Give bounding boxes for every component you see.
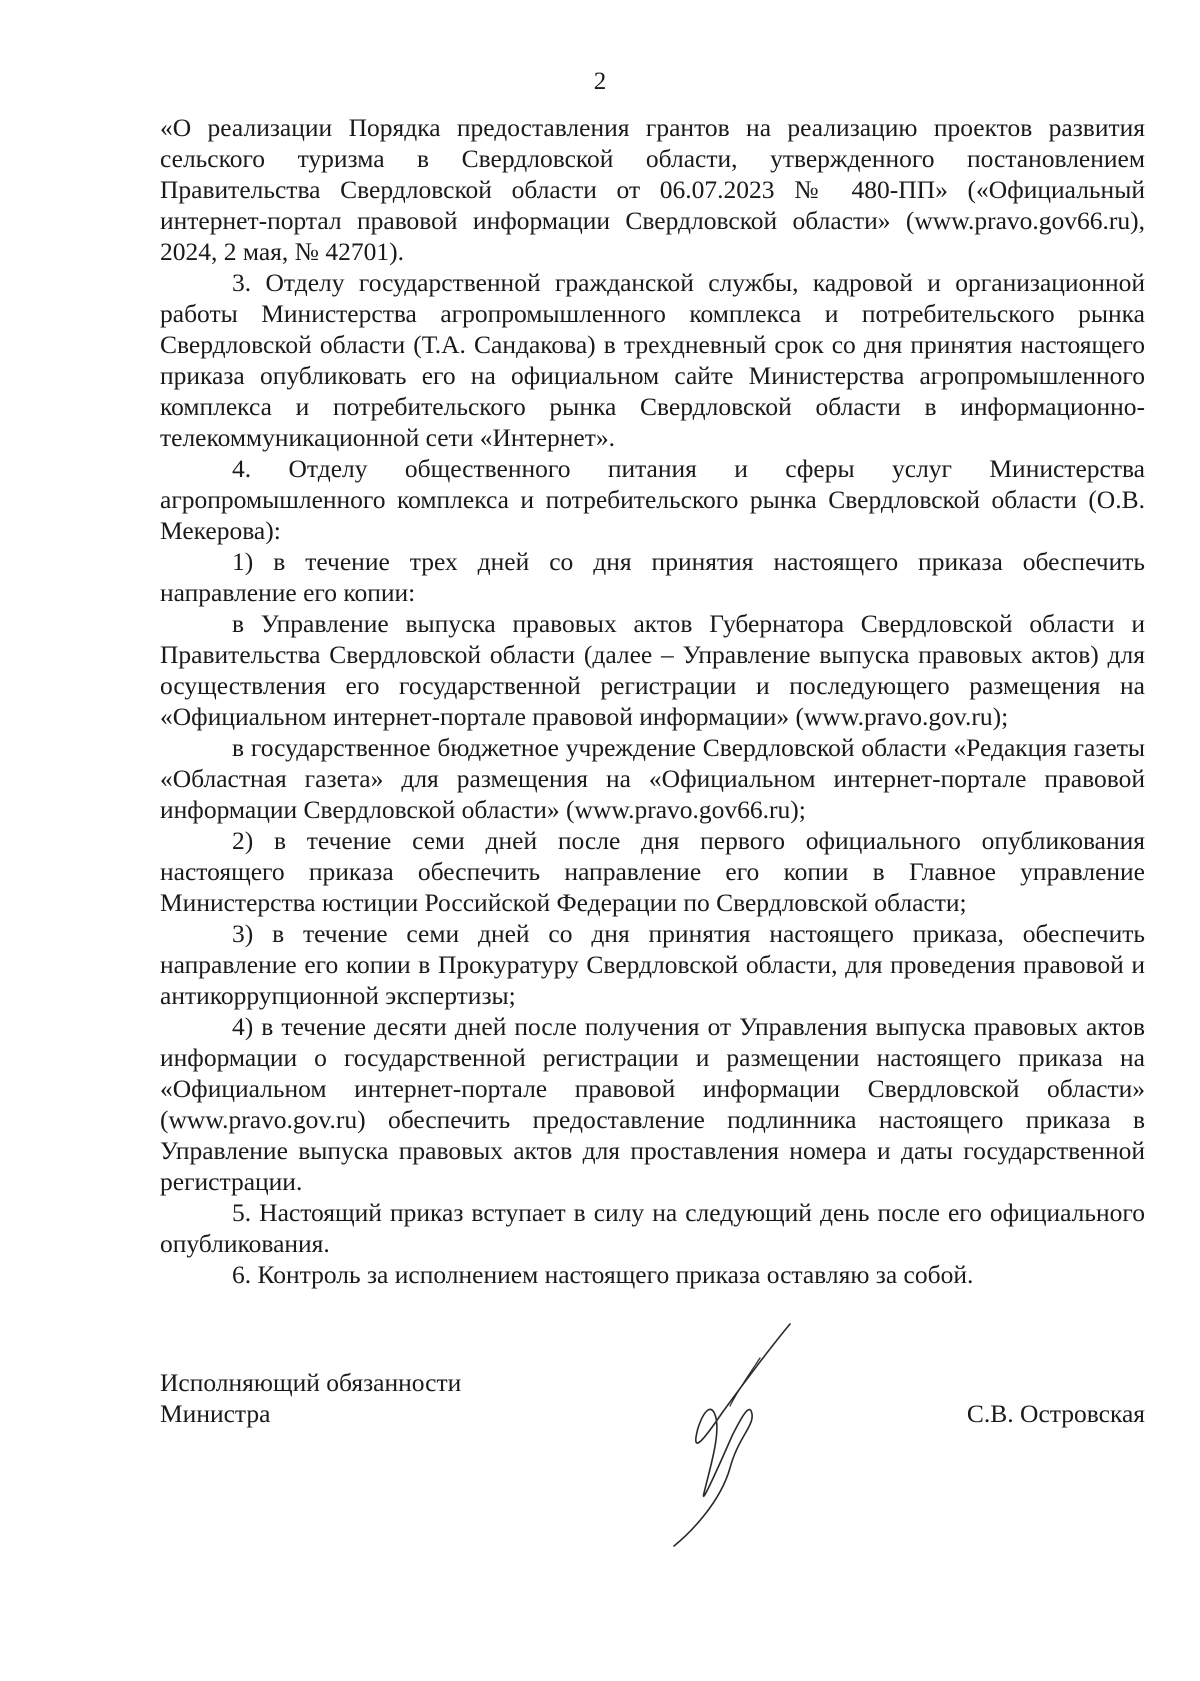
signatory-position [160,1367,580,1429]
paragraph: 4) в течение десяти дней после получения от Управления выпуска правовых актов информации о государственной регистрации и размещении настоящего приказа на «Официальном интернет-портале правовой информации Свердловской области» (www.pravo.gov.ru) обеспечить предоставление подлинника настоящего приказа в Управление выпуска правовых актов для проставления номера и даты государственной регистрации. [160,1012,1145,1196]
paragraph: 3) в течение семи дней со дня принятия настоящего приказа, обеспечить направление его копии в Прокуратуру Свердловской области, для проведения правовой и антикоррупционной экспертизы; [160,919,1145,1010]
signatory-name: С.В. Островская [966,1399,1145,1428]
signatory-position-line2: Министра [160,1399,271,1428]
paragraph: в государственное бюджетное учреждение Свердловской области «Редакция газеты «Областная газета» для размещения на «Официальном интернет-портале правовой информации Свердловской области» (www.pravo.gov66.ru); [160,733,1145,824]
signatory-position-line1: Исполняющий обязанности [160,1368,462,1397]
document-body [160,112,1145,1290]
paragraph: 2) в течение семи дней после дня первого официального опубликования настоящего приказа обеспечить направление его копии в Главное управление Министерства юстиции Российской Федерации по Свердловской области; [160,826,1145,917]
page-number: 2 [593,68,607,95]
paragraph: в Управление выпуска правовых актов Губернатора Свердловской области и Правительства Свердловской области (далее – Управление выпуска правовых актов) для осуществления его государственной регистрации и последующего размещения на «Официальном интернет-портале правовой информации» (www.pravo.gov.ru); [160,609,1145,731]
handwritten-signature [660,1318,810,1548]
paragraph: 4. Отделу общественного питания и сферы услуг Министерства агропромышленного комплекса и потребительского рынка Свердловской области (О.В. Мекерова): [160,454,1145,545]
paragraph: 5. Настоящий приказ вступает в силу на следующий день после его официального опубликования. [160,1198,1145,1258]
signature-block [160,1367,1145,1567]
paragraph: «О реализации Порядка предоставления грантов на реализацию проектов развития сельского туризма в Свердловской области, утвержденного постановлением Правительства Свердловской области от 06.07.2023 № 480-ПП» («Официальный интернет-портал правовой информации Свердловской области» (www.pravo.gov66.ru), 2024, 2 мая, № 42701). [160,113,1145,266]
paragraph: 3. Отделу государственной гражданской службы, кадровой и организационной работы Министерства агропромышленного комплекса и потребительского рынка Свердловской области (Т.А. Сандакова) в трехдневный срок со дня принятия настоящего приказа опубликовать его на официальном сайте Министерства агропромышленного комплекса и потребительского рынка Свердловской области в информационно-телекоммуникационной сети «Интернет». [160,268,1145,452]
paragraph: 6. Контроль за исполнением настоящего приказа оставляю за собой. [232,1260,974,1289]
paragraph: 1) в течение трех дней со дня принятия настоящего приказа обеспечить направление его копии: [160,547,1145,607]
